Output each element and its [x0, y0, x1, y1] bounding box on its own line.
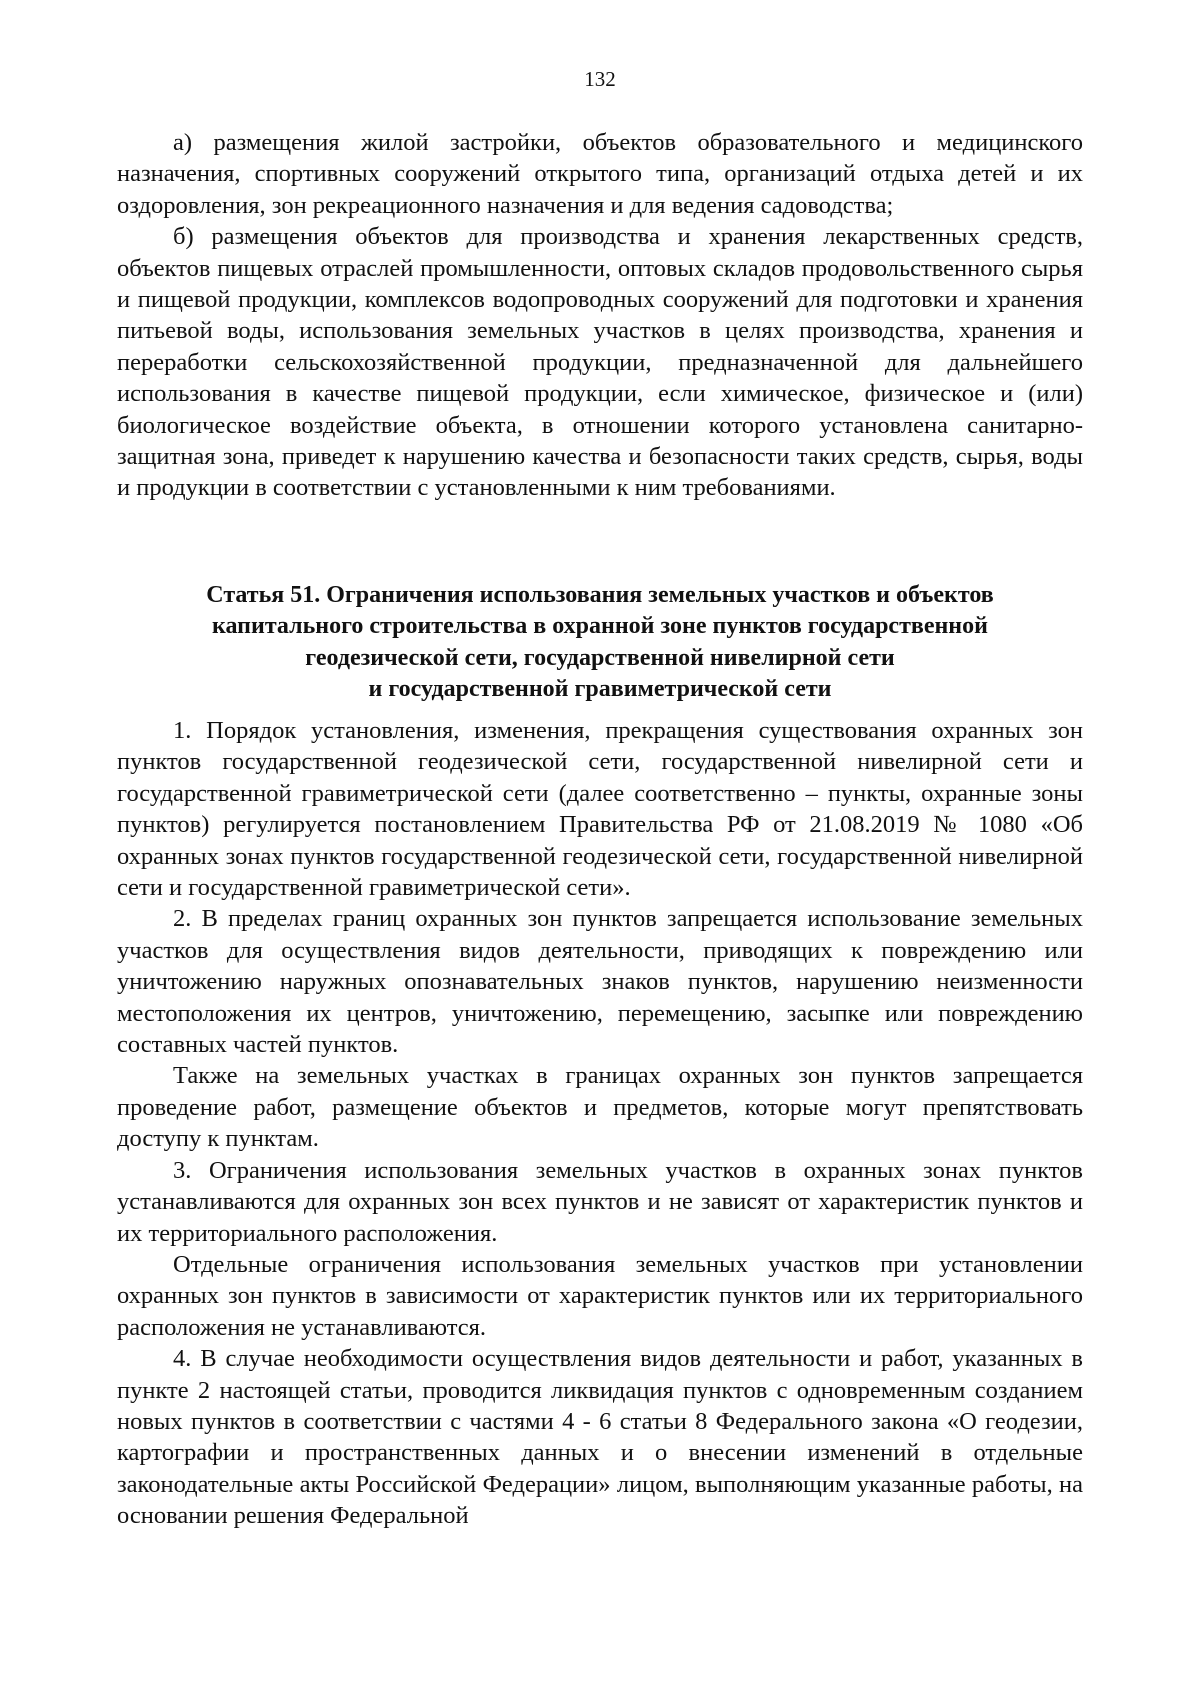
paragraph-2-continued: Также на земельных участках в границах охранных зон пунктов запрещается проведение работ, размещение объектов и предметов, которые могут препятствовать доступу к пунктам. [117, 1062, 1083, 1153]
paragraph-1: 1. Порядок установления, изменения, прекращения существования охранных зон пунктов государственной геодезической сети, государственной нивелирной сети и государственной гравиметрической сети (далее соответственно – пункты, охранные зоны пунктов) регулируется постановлением Правительства РФ от 21.08.2019 № 1080 «Об охранных зонах пунктов государственной геодезической сети, государственной нивелирной сети и государственной гравиметрической сети». [117, 717, 1083, 902]
paragraph-2: 2. В пределах границ охранных зон пунктов запрещается использование земельных участков для осуществления видов деятельности, приводящих к повреждению или уничтожению наружных опознавательных знаков пунктов, нарушению неизменности местоположения их центров, уничтожению, перемещению, засыпке или повреждению составных частей пунктов. [117, 905, 1083, 1059]
article-heading-line: капитального строительства в охранной зоне пунктов государственной [212, 613, 988, 640]
page-number: 132 [584, 67, 616, 91]
article-heading [117, 580, 1083, 706]
paragraph-3: 3. Ограничения использования земельных участков в охранных зонах пунктов устанавливаются для охранных зон всех пунктов и не зависят от характеристик пунктов и их территориального расположения. [117, 1156, 1083, 1247]
article-heading-line: и государственной гравиметрической сети [368, 676, 832, 703]
paragraph-4: 4. В случае необходимости осуществления видов деятельности и работ, указанных в пункте 2 настоящей статьи, проводится ликвидация пунктов с одновременным созданием новых пунктов в соответствии с частями 4 - 6 статьи 8 Федерального закона «О геодезии, картографии и пространственных данных и о внесении изменений в отдельные законодательные акты Российской Федерации» лицом, выполняющим указанные работы, на основании решения Федеральной [117, 1345, 1083, 1530]
paragraph-3-continued: Отдельные ограничения использования земельных участков при установлении охранных зон пунктов в зависимости от характеристик пунктов или их территориального расположения не устанавливаются. [117, 1250, 1083, 1341]
list-items-top [117, 127, 1083, 504]
list-item-a: а) размещения жилой застройки, объектов образовательного и медицинского назначения, спортивных сооружений открытого типа, организаций отдыха детей и их оздоровления, зон рекреационного назначения и для ведения садоводства; [117, 129, 1083, 219]
article-heading-line: Статья 51. Ограничения использования земельных участков и объектов [206, 582, 994, 608]
list-item-b: б) размещения объектов для производства и хранения лекарственных средств, объектов пищевых отраслей промышленности, оптовых складов продовольственного сырья и пищевой продукции, комплексов водопроводных сооружений для подготовки и хранения питьевой воды, использования земельных участков в целях производства, хранения и переработки сельскохозяйственной продукции, предназначенной для дальнейшего использования в качестве пищевой продукции, если химическое, физическое и (или) биологическое воздействие объекта, в отношении которого установлена санитарно-защитная зона, приведет к нарушению качества и безопасности таких средств, сырья, воды и продукции в соответствии с установленными к ним требованиями. [117, 223, 1083, 502]
article-body [117, 715, 1083, 1532]
article-heading-line: геодезической сети, государственной нивелирной сети [305, 644, 895, 671]
